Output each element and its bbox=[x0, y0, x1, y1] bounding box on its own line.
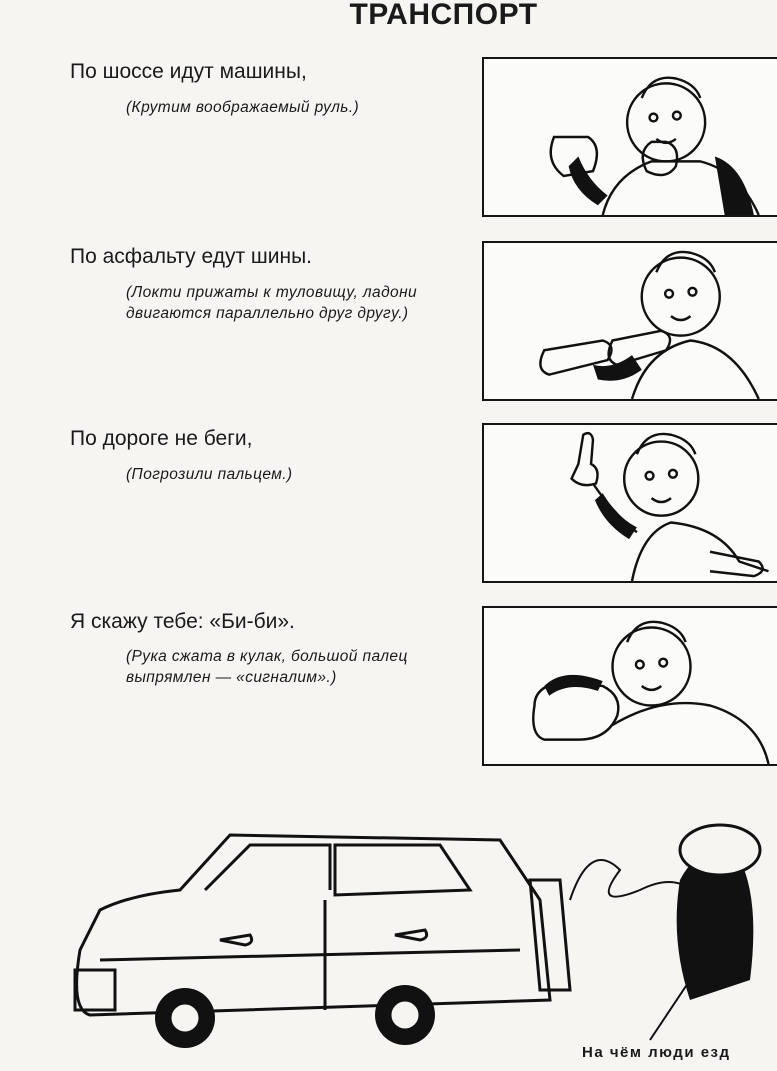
child-palms-icon bbox=[484, 243, 777, 399]
verse-1: По шоссе идут машины, bbox=[70, 60, 307, 83]
child-steering-icon bbox=[484, 59, 777, 215]
illustration-wagging-finger bbox=[482, 423, 777, 583]
child-finger-wag-icon bbox=[484, 425, 777, 581]
verse-4: Я скажу тебе: «Би-би». bbox=[70, 610, 295, 633]
page-title: ТРАНСПОРТ bbox=[349, 0, 538, 31]
note-3: (Погрозили пальцем.) bbox=[126, 466, 293, 483]
car-illustration bbox=[60, 820, 777, 1050]
child-thumb-icon bbox=[484, 608, 777, 764]
verse-3: По дороге не беги, bbox=[70, 427, 253, 450]
illustration-thumb-up bbox=[482, 606, 777, 766]
illustration-steering-wheel bbox=[482, 57, 777, 217]
verse-2: По асфальту едут шины. bbox=[70, 245, 313, 268]
footer-caption: На чём люди езд bbox=[582, 1044, 731, 1061]
note-2: (Локти прижаты к туловищу, ладони двигаются параллельно друг другу.) bbox=[126, 284, 418, 322]
illustration-palms-parallel bbox=[482, 241, 777, 401]
note-4: (Рука сжата в кулак, большой палец выпрямлен — «сигналим».) bbox=[126, 648, 408, 686]
note-1: (Крутим воображаемый руль.) bbox=[126, 99, 360, 116]
